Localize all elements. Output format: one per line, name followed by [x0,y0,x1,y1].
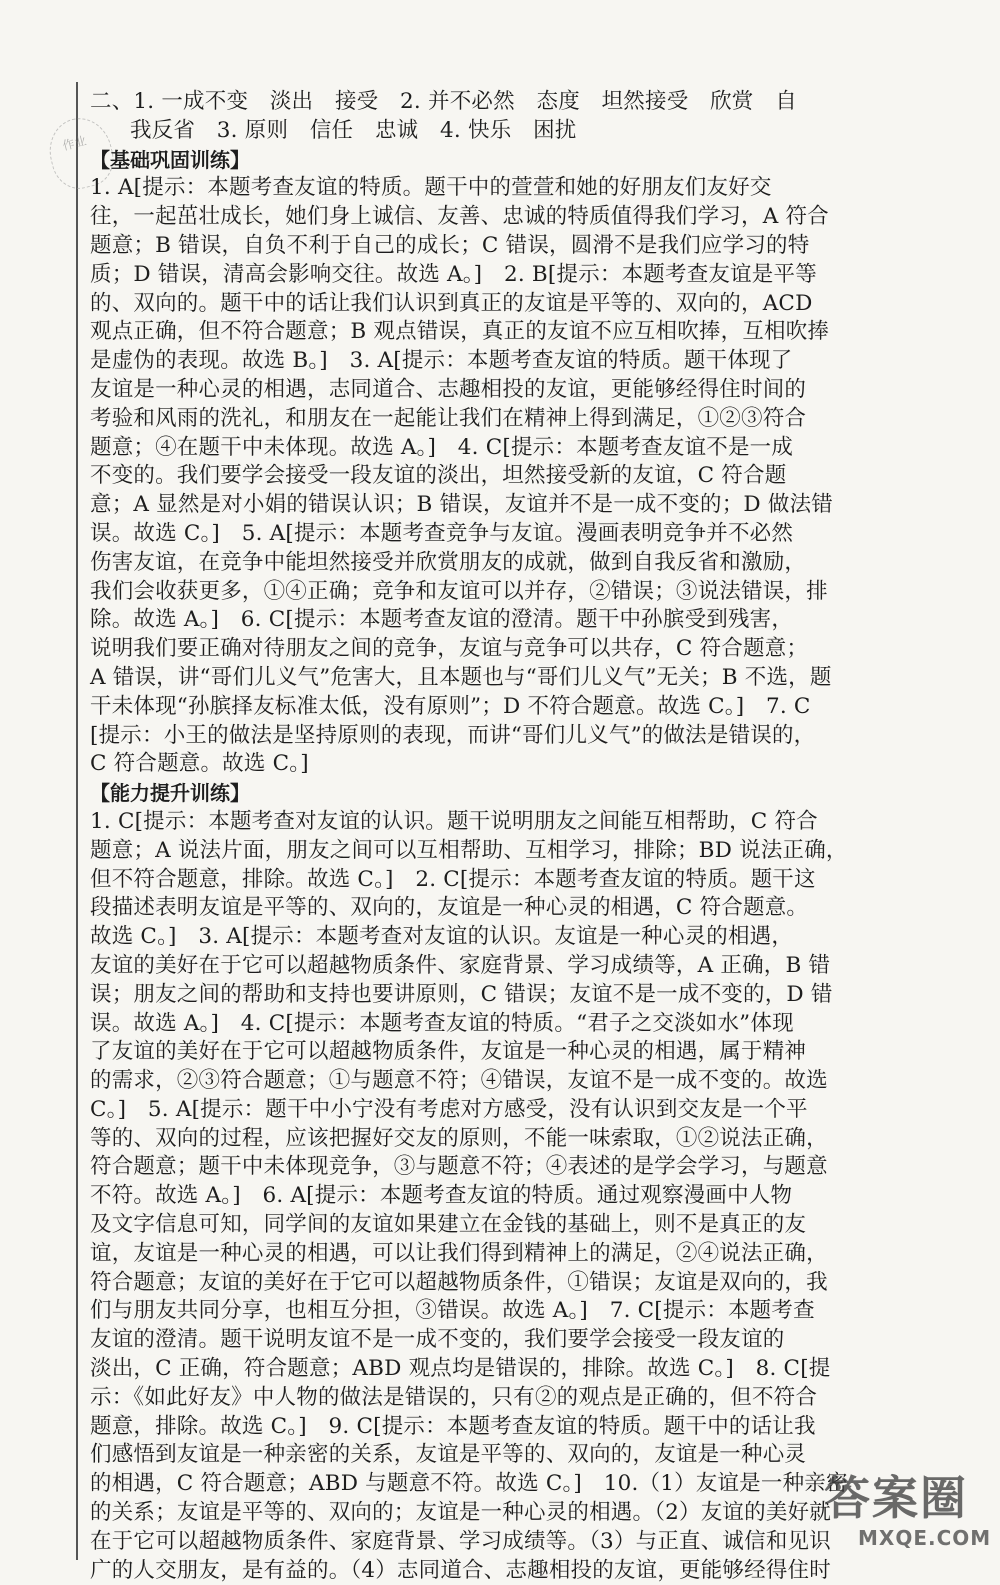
text-line: 考验和风雨的洗礼，和朋友在一起能让我们在精神上得到满足，①②③符合 [90,405,807,431]
text-line: 故选 C。] 3. A[提示：本题考查对友谊的认识。友谊是一种心灵的相遇， [90,924,794,950]
text-line: 的需求，②③符合题意；①与题意不符；④错误，友谊不是一成不变的。故选 [90,1068,828,1094]
text-line: 干未体现“孙膑择友标准太低，没有原则”；D 不符合题意。故选 C。] 7. C [90,693,811,719]
text-line: 质；D 错误，清高会影响交往。故选 A。] 2. B[提示：本题考查友谊是平等 [90,261,817,287]
text-line: 及文字信息可知，同学间的友谊如果建立在金钱的基础上，则不是真正的友 [90,1212,807,1238]
text-line: A 错误，讲“哥们儿义气”危害大，且本题也与“哥们儿义气”无关；B 不选，题 [90,664,832,690]
text-line: 我反省 3. 原则 信任 忠诚 4. 快乐 困扰 [130,117,577,143]
text-line: 二、1. 一成不变 淡出 接受 2. 并不必然 态度 坦然接受 欣赏 自 [90,89,797,114]
text-line: 等的、双向的过程，应该把握好交友的原则，不能一味索取，①②说法正确， [90,1125,828,1151]
text-line: 是虚伪的表现。故选 B。] 3. A[提示：本题考查友谊的特质。题干体现了 [90,348,793,374]
text-line: 误。故选 A。] 4. C[提示：本题考查友谊的特质。“君子之交淡如水”体现 [90,1010,794,1036]
watermark-logo: 答案圈 MXQE.COM [824,1471,992,1550]
text-line: 但不符合题意，排除。故选 C。] 2. C[提示：本题考查友谊的特质。题干这 [90,866,816,892]
text-line: 的、双向的。题干中的话让我们认识到真正的友谊是平等的、双向的，ACD [90,290,813,316]
text-line: 友谊的美好在于它可以超越物质条件、家庭背景、学习成绩等，A 正确，B 错 [90,952,831,978]
answer-content [90,88,960,1585]
text-line: 题意，排除。故选 C。] 9. C[提示：本题考查友谊的特质。题干中的话让我 [90,1413,816,1439]
text-line: 在于它可以超越物质条件、家庭背景、学习成绩等。（3）与正直、诚信和见识 [90,1528,831,1554]
text-line: 观点正确，但不符合题意；B 观点错误，真正的友谊不应互相吹捧，互相吹捧 [90,319,830,345]
text-line: 伤害友谊，在竞争中能坦然接受并欣赏朋友的成就，做到自我反省和激励， [90,549,807,575]
text-line: C 符合题意。故选 C。] [90,751,309,777]
text-line: 除。故选 A。] 6. C[提示：本题考查友谊的澄清。题干中孙膑受到残害， [90,607,794,633]
text-line: 误；朋友之间的帮助和支持也要讲原则，C 错误；友谊不是一成不变的，D 错 [90,981,833,1007]
text-line: 题意；B 错误，自负不利于自己的成长；C 错误，圆滑不是我们应学习的特 [90,232,810,258]
section-two-answers [90,88,960,146]
margin-rule [76,82,78,1560]
text-line: 我们会收获更多，①④正确；竞争和友谊可以并存，②错误；③说法错误，排 [90,578,828,604]
basic-training-answers [90,174,960,779]
text-line: 段描述表明友谊是平等的、双向的，友谊是一种心灵的相遇，C 符合题意。 [90,895,809,921]
text-line: 误。故选 C。] 5. A[提示：本题考查竞争与友谊。漫画表明竞争并不必然 [90,520,794,546]
text-line: 了友谊的美好在于它可以超越物质条件，友谊是一种心灵的相遇，属于精神 [90,1039,807,1065]
text-line: 题意；A 说法片面，朋友之间可以互相帮助、互相学习，排除；BD 说法正确， [90,837,848,863]
text-line: 意；A 显然是对小娟的错误认识；B 错误，友谊并不是一成不变的；D 做法错 [90,492,833,518]
text-line: 符合题意；友谊的美好在于它可以超越物质条件，①错误；友谊是双向的，我 [90,1269,828,1295]
text-line: 符合题意；题干中未体现竞争，③与题意不符；④表述的是学会学习，与题意 [90,1154,828,1180]
basic-training-heading: 【基础巩固训练】 [90,147,250,172]
text-line: 谊，友谊是一种心灵的相遇，可以让我们得到精神上的满足，②④说法正确， [90,1240,828,1266]
text-line: 题意；④在题干中未体现。故选 A。] 4. C[提示：本题考查友谊不是一成 [90,434,794,460]
text-line: 1. C[提示：本题考查对友谊的认识。题干说明朋友之间能互相帮助，C 符合 [90,808,818,834]
text-line: 说明我们要正确对待朋友之间的竞争，友谊与竞争可以共存，C 符合题意； [90,636,809,662]
text-line: 往，一起茁壮成长，她们身上诚信、友善、忠诚的特质值得我们学习，A 符合 [90,204,829,230]
text-line: 不变的。我们要学会接受一段友谊的淡出，坦然接受新的友谊，C 符合题 [90,463,787,489]
text-line: 友谊的澄清。题干说明友谊不是一成不变的，我们要学会接受一段友谊的 [90,1327,785,1353]
homework-stamp: 作业 [42,112,119,195]
text-line: 1. A[提示：本题考查友谊的特质。题干中的萱萱和她的好朋友们友好交 [90,175,772,201]
text-line: 的关系；友谊是平等的、双向的；友谊是一种心灵的相遇。（2）友谊的美好就 [90,1500,831,1526]
text-line: 们感悟到友谊是一种亲密的关系，友谊是平等的、双向的，友谊是一种心灵 [90,1442,807,1468]
text-line: C。] 5. A[提示：题干中小宁没有考虑对方感受，没有认识到交友是一个平 [90,1096,808,1122]
text-line: 的相遇，C 符合题意；ABD 与题意不符。故选 C。] 10.（1）友谊是一种亲密 [90,1471,848,1497]
text-line: [提示：小王的做法是坚持原则的表现，而讲“哥们儿义气”的做法是错误的， [90,722,816,748]
text-line: 淡出，C 正确，符合题意；ABD 观点均是错误的，排除。故选 C。] 8. C[提 [90,1356,831,1382]
text-line: 们与朋友共同分享，也相互分担，③错误。故选 A。] 7. C[提示：本题考查 [90,1298,815,1324]
text-line: 不符。故选 A。] 6. A[提示：本题考查友谊的特质。通过观察漫画中人物 [90,1183,793,1209]
text-line: 友谊是一种心灵的相遇，志同道合、志趣相投的友谊，更能够经得住时间的 [90,376,807,402]
text-line: 广的人交朋友，是有益的。（4）志同道合、志趣相投的友谊，更能够经得住时 [90,1557,831,1583]
text-line: 示：《如此好友》中人物的做法是错误的，只有②的观点是正确的，但不符合 [90,1384,818,1410]
advanced-training-heading: 【能力提升训练】 [90,781,250,806]
